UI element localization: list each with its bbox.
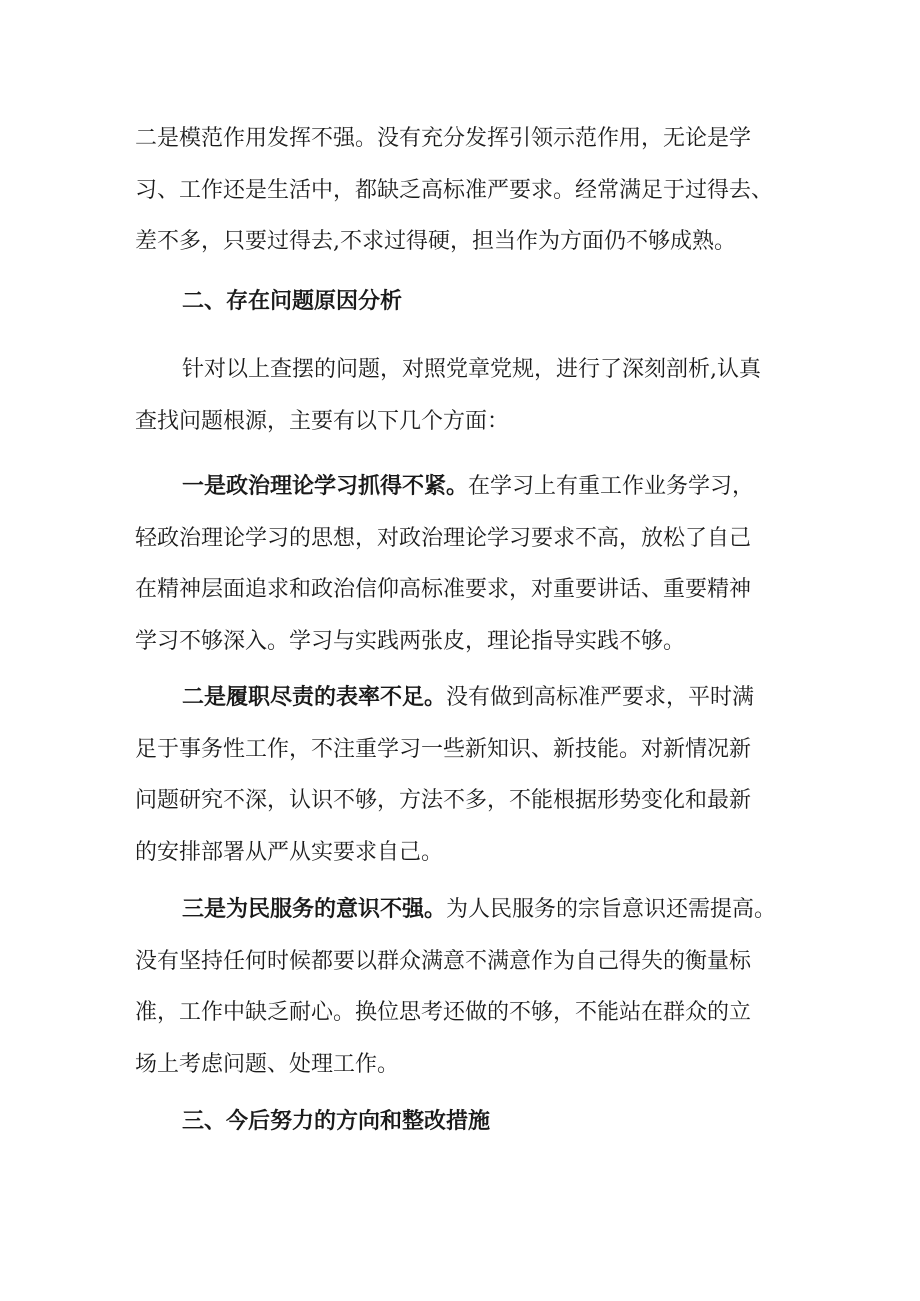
paragraph-lead: 一是政治理论学习抓得不紧。 xyxy=(182,473,469,499)
paragraph-intro xyxy=(135,344,795,447)
paragraph-role-model xyxy=(135,113,795,268)
text-fragment: 为人民服务的宗旨意识还需提高。 xyxy=(446,897,777,922)
text-line: 二是模范作用发挥不强。没有充分发挥引领示范作用，无论是学 xyxy=(135,126,752,151)
paragraph-duty-performance xyxy=(135,672,795,878)
text-line: 轻政治理论学习的思想，对政治理论学习要求不高，放松了自己 xyxy=(135,525,752,551)
text-line: 的安排部署从严从实要求自己。 xyxy=(135,839,444,865)
text-line: 学习不够深入。学习与实践两张皮，理论指导实践不够。 xyxy=(135,628,686,654)
section-heading-2: 二、存在问题原因分析 xyxy=(182,288,403,314)
text-line: 习、工作还是生活中，都缺乏高标准严要求。经常满足于过得去、 xyxy=(135,177,774,203)
text-fragment: 没有做到高标准严要求，平时满 xyxy=(446,685,755,710)
text-line: 查找问题根源，主要有以下几个方面： xyxy=(135,408,510,434)
text-line xyxy=(135,884,795,936)
text-line: 准，工作中缺乏耐心。换位思考还做的不够，不能站在群众的立 xyxy=(135,1000,752,1025)
paragraph-public-service xyxy=(135,884,795,1090)
section-heading-3: 三、今后努力的方向和整改措施 xyxy=(182,1108,491,1134)
text-line: 针对以上查摆的问题，对照党章党规，进行了深刻剖析,认真 xyxy=(182,357,761,382)
text-line xyxy=(135,461,795,513)
text-line xyxy=(135,672,795,724)
text-line: 差不多，只要过得去,不求过得硬，担当作为方面仍不够成熟。 xyxy=(135,229,736,254)
text-line: 没有坚持任何时候都要以群众满意不满意作为自己得失的衡量标 xyxy=(135,948,752,974)
text-line: 场上考虑问题、处理工作。 xyxy=(135,1051,400,1077)
paragraph-lead: 三是为民服务的意识不强。 xyxy=(182,896,447,922)
paragraph-lead: 二是履职尽责的表率不足。 xyxy=(182,684,447,710)
text-fragment: 在学习上有重工作业务学习， xyxy=(468,474,755,499)
text-line: 问题研究不深，认识不够，方法不多，不能根据形势变化和最新 xyxy=(135,788,752,813)
text-line: 在精神层面追求和政治信仰高标准要求，对重要讲话、重要精神 xyxy=(135,577,752,602)
paragraph-political-theory xyxy=(135,461,795,667)
text-line: 足于事务性工作，不注重学习一些新知识、新技能。对新情况新 xyxy=(135,736,752,762)
